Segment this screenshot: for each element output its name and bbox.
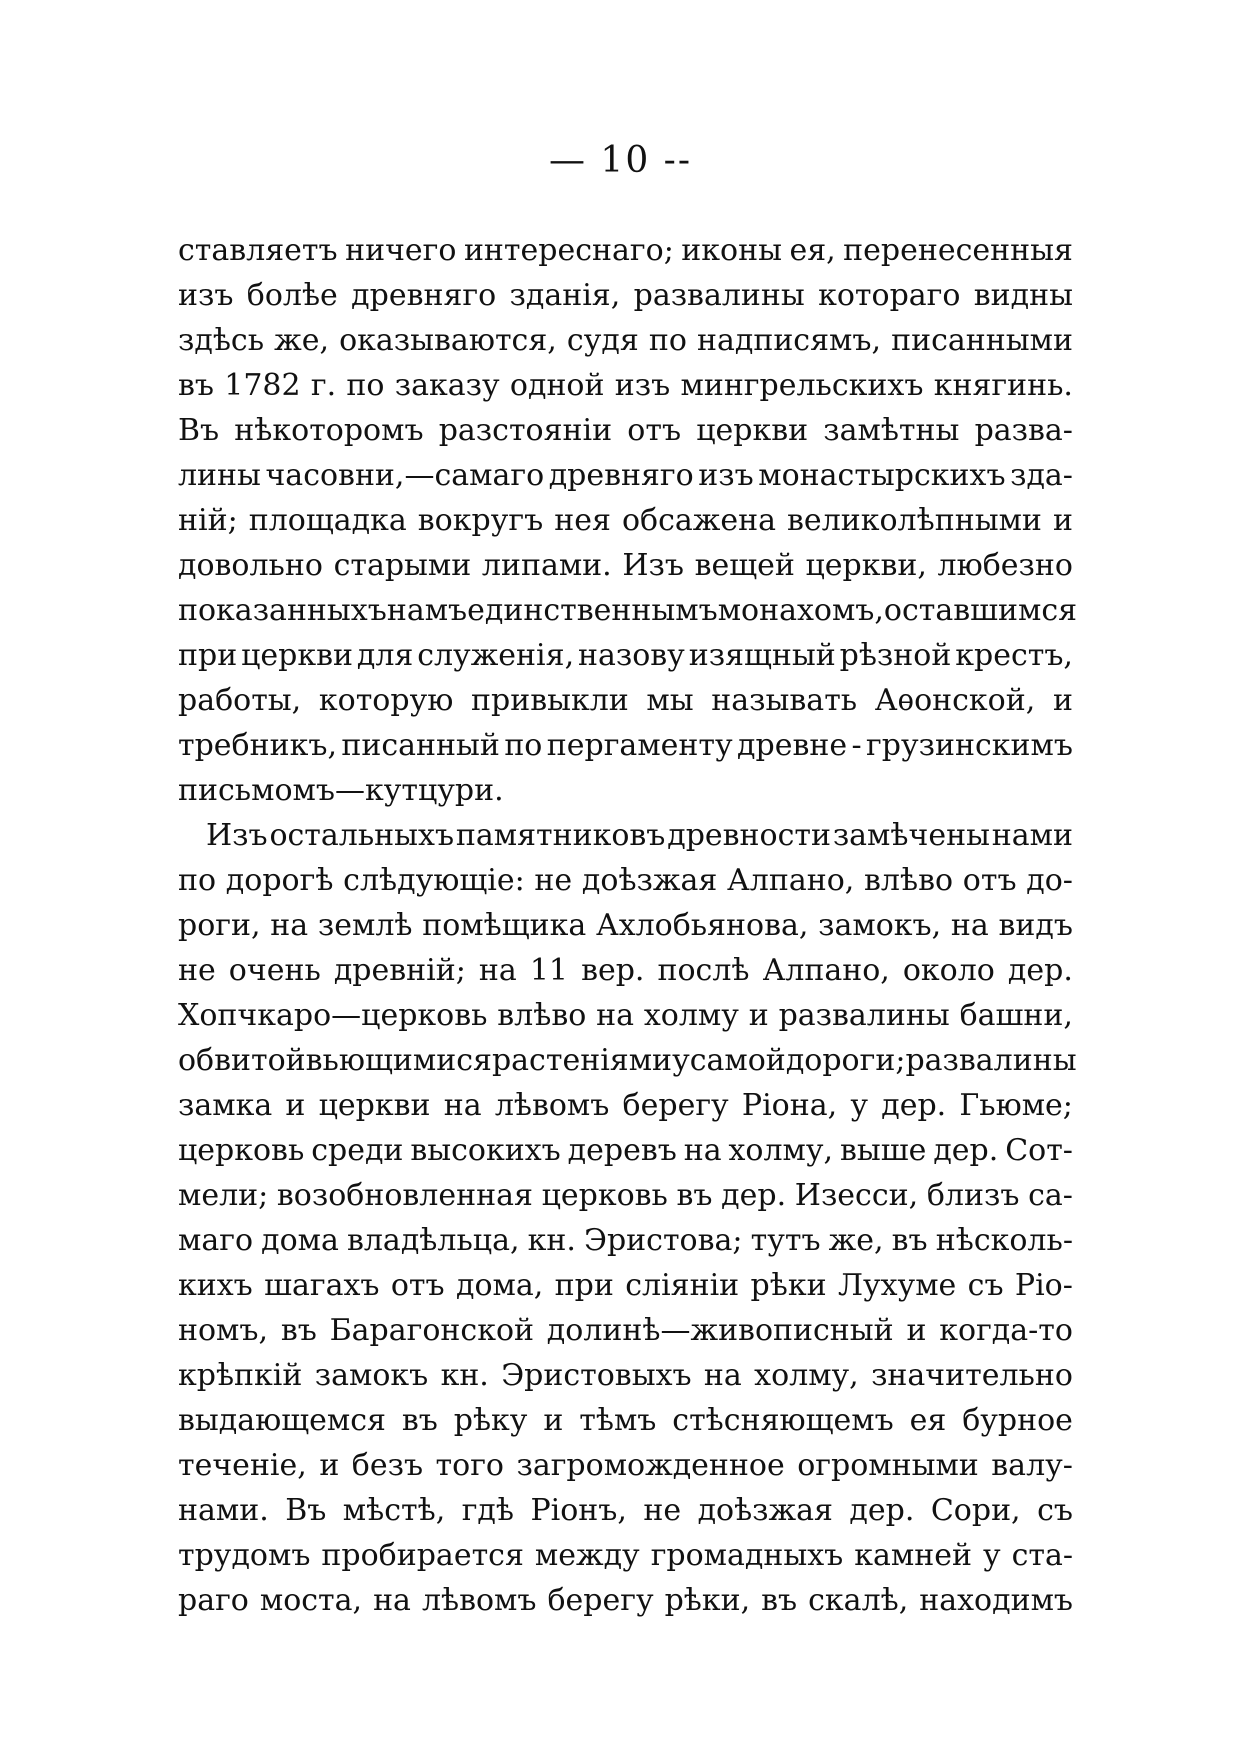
text-line: маго дома владѣльца, кн. Эристова; тутъ же, въ нѣсколь- [178,1223,1073,1258]
text-line: номъ, въ Барагонской долинѣ—живописный и когда-то [178,1313,1073,1348]
text-line: кихъ шагахъ отъ дома, при сліяніи рѣки Лухуме съ Ріо- [178,1268,1073,1303]
text-line: при церкви для служенія, назову изящный рѣзной крестъ, [178,638,1073,673]
text-line: Въ нѣкоторомъ разстояніи отъ церкви замѣтны разва- [178,413,1073,448]
text-line: лины часовни,—самаго древняго изъ монастырскихъ зда- [178,458,1073,493]
text-line: показанныхъ намъ единственнымъ монахомъ, оставшимся [178,593,1078,628]
text-line: здѣсь же, оказываются, судя по надписямъ, писанными [178,323,1073,358]
paragraph [178,813,1077,1623]
text-line: крѣпкій замокъ кн. Эристовыхъ на холму, значительно [178,1358,1073,1393]
text-line: въ 1782 г. по заказу одной изъ мингрельскихъ княгинь. [178,368,1073,403]
text-line: трудомъ пробирается между громадныхъ камней у ста- [178,1538,1073,1573]
text-line: ставляетъ ничего интереснаго; иконы ея, перенесенныя [178,233,1073,268]
text-line: Изъ остальныхъ памятниковъ древности замѣчены нами [206,818,1073,853]
text-line: ній; площадка вокругъ нея обсажена великолѣпными и [178,503,1073,538]
text-line: письмомъ—кутцури. [178,773,504,808]
text-line: церковь среди высокихъ деревъ на холму, выше дер. Сот- [178,1133,1073,1168]
text-line: теченіе, и безъ того загроможденное огромными валу- [178,1448,1073,1483]
text-line: раго моста, на лѣвомъ берегу рѣки, въ скалѣ, находимъ [178,1583,1073,1618]
text-line: не очень древній; на 11 вер. послѣ Алпано, около дер. [178,953,1073,988]
text-line: требникъ, писанный по пергаменту древне - грузинскимъ [178,728,1073,763]
text-line: замка и церкви на лѣвомъ берегу Ріона, у дер. Гьюме; [178,1088,1073,1123]
text-line: роги, на землѣ помѣщика Ахлобьянова, замокъ, на видъ [178,908,1073,943]
text-line: довольно старыми липами. Изъ вещей церкви, любезно [178,548,1073,583]
text-line: выдающемся въ рѣку и тѣмъ стѣсняющемъ ея бурное [178,1403,1073,1438]
page-number: — 10 -- [548,140,693,181]
text-line: нами. Въ мѣстѣ, гдѣ Ріонъ, не доѣзжая дер. Сори, съ [178,1493,1073,1528]
text-line: Хопчкаро—церковь влѣво на холму и развалины башни, [178,998,1073,1033]
text-line: по дорогѣ слѣдующіе: не доѣзжая Алпано, влѣво отъ до- [178,863,1073,898]
text-line: изъ болѣе древняго зданія, развалины котораго видны [178,278,1073,313]
text-line: работы, которую привыкли мы называть Аѳонской, и [178,683,1073,718]
paragraph [178,228,1078,813]
text-line: обвитой вьющимися растеніями у самой дороги; развалины [178,1043,1077,1078]
text-line: мели; возобновленная церковь въ дер. Изесси, близъ са- [178,1178,1073,1213]
body-text [178,228,1078,1623]
